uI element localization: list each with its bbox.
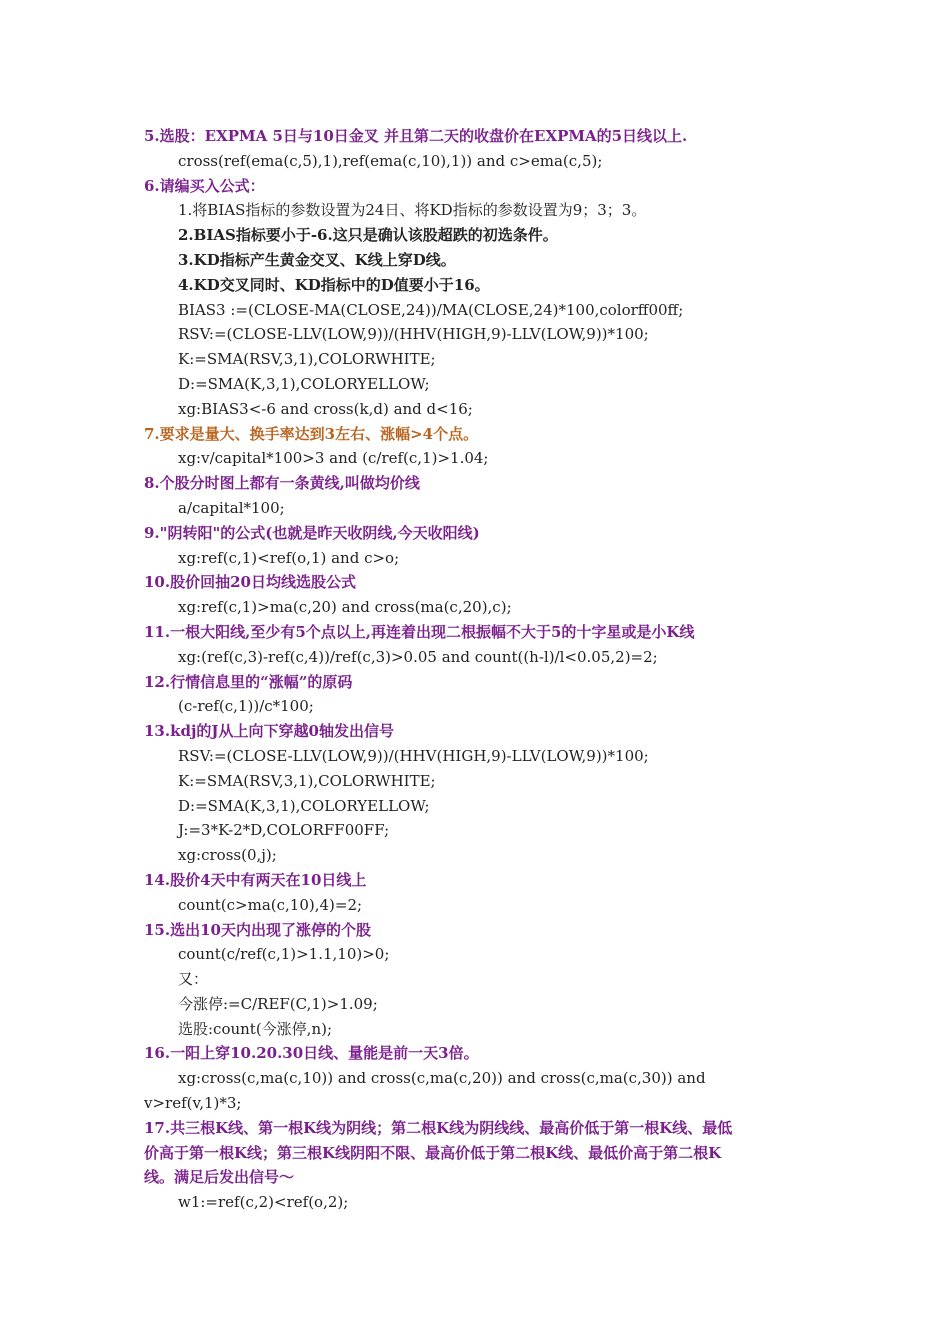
- section-heading: 线。满足后发出信号～: [144, 1168, 295, 1187]
- formula-line: xg:cross(0,j);: [178, 846, 277, 865]
- section-heading: 10.股价回抽20日均线选股公式: [144, 573, 356, 592]
- formula-line: xg:ref(c,1)>ma(c,20) and cross(ma(c,20),c);: [178, 598, 512, 617]
- section-heading: 16.一阳上穿10.20.30日线、量能是前一天3倍。: [144, 1044, 479, 1063]
- formula-line: xg:(ref(c,3)-ref(c,4))/ref(c,3)>0.05 and count((h-l)/l<0.05,2)=2;: [178, 647, 658, 666]
- formula-line: D:=SMA(K,3,1),COLORYELLOW;: [178, 374, 430, 393]
- formula-line: count(c>ma(c,10),4)=2;: [178, 895, 363, 914]
- formula-line: J:=3*K-2*D,COLORFF00FF;: [178, 821, 390, 840]
- formula-line: count(c/ref(c,1)>1.1,10)>0;: [178, 945, 390, 964]
- formula-line: 今涨停:=C/REF(C,1)>1.09;: [178, 994, 378, 1013]
- formula-line: 1.将BIAS指标的参数设置为24日、将KD指标的参数设置为9；3；3。: [178, 201, 647, 220]
- formula-line: 又：: [178, 970, 209, 989]
- formula-line: xg:BIAS3<-6 and cross(k,d) and d<16;: [178, 399, 473, 418]
- section-heading: 8.个股分时图上都有一条黄线,叫做均价线: [144, 474, 420, 493]
- formula-line: a/capital*100;: [178, 498, 285, 517]
- formula-line: BIAS3 :=(CLOSE-MA(CLOSE,24))/MA(CLOSE,24)*100,colorff00ff;: [178, 300, 684, 319]
- section-heading: 15.选出10天内出现了涨停的个股: [144, 920, 371, 939]
- formula-line: D:=SMA(K,3,1),COLORYELLOW;: [178, 796, 430, 815]
- formula-line: 4.KD交叉同时、KD指标中的D值要小于16。: [178, 275, 490, 294]
- formula-line: 2.BIAS指标要小于-6.这只是确认该股超跌的初选条件。: [178, 226, 558, 245]
- formula-line: xg:ref(c,1)<ref(o,1) and c>o;: [178, 548, 400, 567]
- formula-line: 选股:count(今涨停,n);: [178, 1019, 333, 1038]
- formula-line: RSV:=(CLOSE-LLV(LOW,9))/(HHV(HIGH,9)-LLV(LOW,9))*100;: [178, 325, 649, 344]
- section-heading: 17.共三根K线、第一根K线为阴线；第二根K线为阴线线、最高价低于第一根K线、最低: [144, 1118, 733, 1137]
- formula-line: cross(ref(ema(c,5),1),ref(ema(c,10),1)) and c>ema(c,5);: [178, 151, 603, 170]
- formula-line: xg:v/capital*100>3 and (c/ref(c,1)>1.04;: [178, 449, 489, 468]
- section-heading: 13.kdj的J从上向下穿越0轴发出信号: [144, 722, 394, 741]
- formula-line: xg:cross(c,ma(c,10)) and cross(c,ma(c,20)) and cross(c,ma(c,30)) and: [178, 1069, 706, 1088]
- document-content: [144, 124, 824, 1215]
- formula-line: (c-ref(c,1))/c*100;: [178, 697, 314, 716]
- section-heading: 6.请编买入公式：: [144, 176, 265, 195]
- formula-continuation: v>ref(v,1)*3;: [144, 1094, 242, 1113]
- formula-line: 3.KD指标产生黄金交叉、K线上穿D线。: [178, 250, 456, 269]
- formula-line: RSV:=(CLOSE-LLV(LOW,9))/(HHV(HIGH,9)-LLV(LOW,9))*100;: [178, 746, 649, 765]
- section-heading: 7.要求是量大、换手率达到3左右、涨幅>4个点。: [144, 424, 479, 443]
- formula-line: K:=SMA(RSV,3,1),COLORWHITE;: [178, 350, 436, 369]
- section-heading: 11.一根大阳线,至少有5个点以上,再连着出现二根振幅不大于5的十字星或是小K线: [144, 622, 695, 641]
- formula-line: w1:=ref(c,2)<ref(o,2);: [178, 1193, 349, 1212]
- section-heading: 价高于第一根K线；第三根K线阴阳不限、最高价低于第二根K线、最低价高于第二根K: [144, 1143, 722, 1162]
- formula-line: K:=SMA(RSV,3,1),COLORWHITE;: [178, 771, 436, 790]
- section-heading: 9."阴转阳"的公式(也就是昨天收阴线,今天收阳线): [144, 523, 480, 542]
- section-heading: 14.股价4天中有两天在10日线上: [144, 870, 367, 889]
- section-heading: 5.选股：EXPMA 5日与10日金叉 并且第二天的收盘价在EXPMA的5日线以上.: [144, 127, 688, 145]
- section-heading: 12.行情信息里的“涨幅”的原码: [144, 672, 353, 691]
